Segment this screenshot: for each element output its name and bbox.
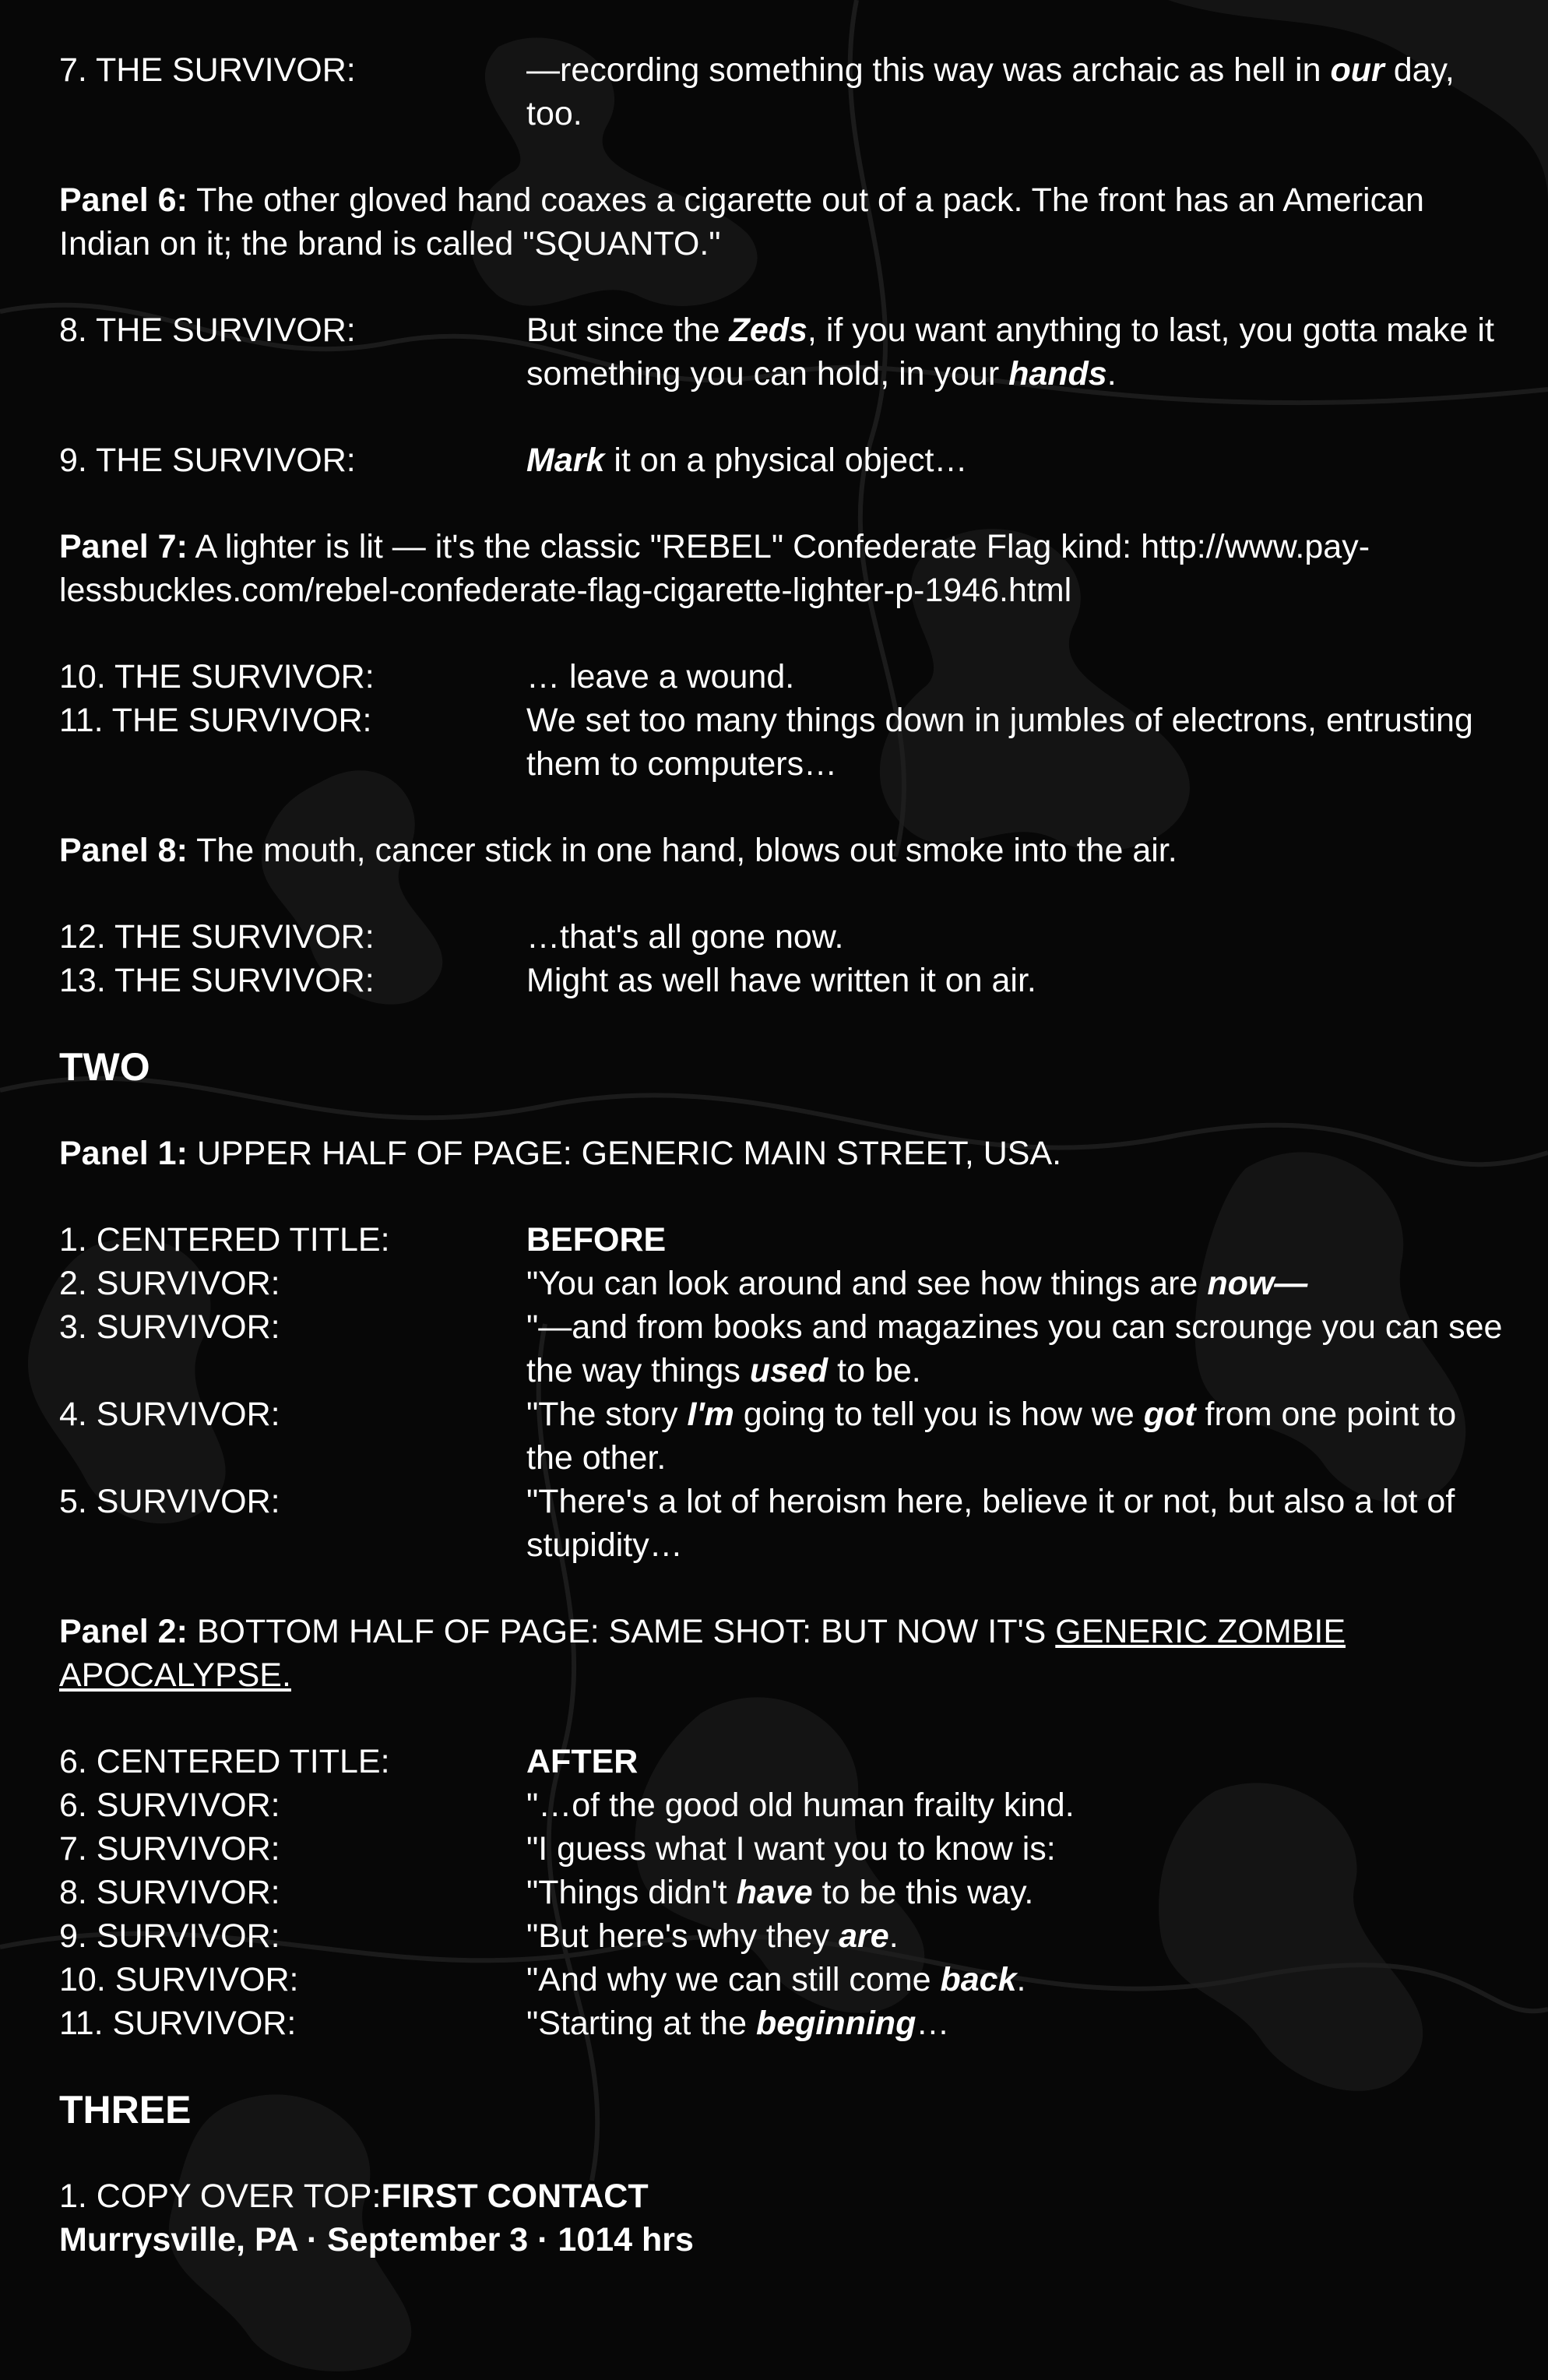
dialogue: "I guess what I want you to know is: (526, 1830, 1056, 1868)
speaker: 8. SURVIVOR: (59, 1874, 280, 1911)
dialogue: We set too many things down in jumbles of electrons, entrusting them to computers… (526, 702, 1473, 783)
panel-description (59, 829, 1508, 872)
dialogue-emphasis: have (736, 1874, 813, 1911)
dialogue-emphasis: back (940, 1961, 1017, 1998)
speaker: 4. SURVIVOR: (59, 1396, 280, 1433)
dialogue-text: "Things didn't (526, 1874, 737, 1911)
speaker: 2. SURVIVOR: (59, 1265, 280, 1302)
dialogue-emphasis: I'm (687, 1396, 734, 1433)
speaker: 7. SURVIVOR: (59, 1830, 280, 1868)
speaker: 3. SURVIVOR: (59, 1308, 280, 1346)
dialogue-emphasis: Mark (526, 442, 605, 479)
speaker: 11. THE SURVIVOR: (59, 702, 372, 739)
speaker: 12. THE SURVIVOR: (59, 918, 375, 956)
dialogue-text: But since the (526, 312, 730, 349)
dialogue (526, 1914, 1508, 1958)
dialogue-text: "—and from books and magazines you can scrounge you can see the way things (526, 1308, 1503, 1389)
dialogue-line (59, 438, 1508, 482)
dialogue-text: "The story (526, 1396, 688, 1433)
speaker: 6. SURVIVOR: (59, 1787, 280, 1824)
panel-label: Panel 8: (59, 832, 188, 869)
speaker: 1. COPY OVER TOP: (59, 2178, 382, 2215)
dialogue-text: to be. (828, 1352, 921, 1389)
dialogue: "…of the good old human frailty kind. (526, 1787, 1075, 1824)
dialogue-line (59, 1871, 1508, 1914)
dialogue-line (59, 2002, 1508, 2045)
dialogue (526, 2002, 1508, 2045)
dialogue (526, 1958, 1508, 2002)
dialogue-line (59, 1305, 1508, 1392)
dialogue-text: . (888, 1917, 899, 1955)
panel-label: Panel 1: (59, 1135, 188, 1172)
speaker: 10. THE SURVIVOR: (59, 658, 375, 695)
dialogue-line (59, 1914, 1508, 1958)
dialogue-line (59, 2174, 1508, 2218)
dialogue-line (59, 1218, 1508, 1262)
dialogue-text: it on a physical object… (604, 442, 968, 479)
panel-text: The mouth, cancer stick in one hand, blows out smoke into the air. (187, 832, 1177, 869)
page-heading: THREE (59, 2088, 192, 2132)
panel-label: Panel 6: (59, 181, 188, 219)
speaker: 13. THE SURVIVOR: (59, 962, 375, 999)
panel-description (59, 178, 1508, 266)
dialogue-emphasis: are (839, 1917, 889, 1955)
dialogue (526, 1262, 1508, 1305)
speaker: 11. SURVIVOR: (59, 2005, 297, 2042)
panel-description (59, 1610, 1508, 1697)
panel-text: UPPER HALF OF PAGE: GENERIC MAIN STREET, USA. (187, 1135, 1062, 1172)
dialogue (526, 1392, 1508, 1480)
speaker: 9. SURVIVOR: (59, 1917, 280, 1955)
copy-title: FIRST CONTACT (381, 2178, 649, 2215)
dialogue (526, 1871, 1508, 1914)
dialogue-line (59, 1827, 1508, 1871)
dialogue-text: "And why we can still come (526, 1961, 941, 1998)
dialogue-emphasis: Zeds (729, 312, 807, 349)
speaker: 8. THE SURVIVOR: (59, 312, 356, 349)
dialogue-text: "You can look around and see how things are (526, 1265, 1208, 1302)
dialogue-line (59, 1480, 1508, 1567)
dialogue-emphasis: beginning (755, 2005, 916, 2042)
dialogue-emphasis: now— (1207, 1265, 1308, 1302)
centered-title: BEFORE (526, 1221, 667, 1259)
dialogue-emphasis: used (749, 1352, 829, 1389)
dialogue (526, 308, 1508, 396)
dialogue-emphasis: our (1330, 51, 1384, 89)
page-heading: TWO (59, 1045, 150, 1089)
dialogue-text: —recording something this way was archaic as hell in (526, 51, 1331, 89)
dialogue-line (59, 1958, 1508, 2002)
panel-description (59, 525, 1508, 612)
speaker: 9. THE SURVIVOR: (59, 442, 356, 479)
speaker: 5. SURVIVOR: (59, 1483, 280, 1520)
dialogue-line (59, 699, 1508, 786)
panel-text: A lighter is lit — it's the classic "REBEL" Confederate Flag kind: http://www.pay-lessbuckles.com/rebel-confederate-flag-cigarette-lighter-p-1946.html (59, 528, 1370, 609)
dialogue: Might as well have written it on air. (526, 962, 1036, 999)
dialogue-line (59, 1392, 1508, 1480)
dialogue-line (59, 655, 1508, 699)
speaker: 1. CENTERED TITLE: (59, 1221, 390, 1259)
dialogue-text: day, too. (526, 51, 1455, 132)
dialogue-text: from one point to the other. (526, 1396, 1457, 1477)
panel-label: Panel 2: (59, 1613, 188, 1650)
centered-title: AFTER (526, 1743, 639, 1780)
dialogue: "There's a lot of heroism here, believe it or not, but also a lot of stupidity… (526, 1483, 1455, 1564)
dialogue (526, 438, 1508, 482)
dialogue-text: to be this way. (812, 1874, 1034, 1911)
panel-description (59, 1132, 1508, 1175)
dialogue-text: , if you want anything to last, you gotta make it something you can hold, in your (526, 312, 1494, 393)
dialogue-text: . (1016, 1961, 1026, 1998)
dialogue-line (59, 48, 1508, 136)
dialogue-text: "Starting at the (526, 2005, 756, 2042)
dialogue-emphasis: hands (1008, 355, 1107, 393)
dialogue-text: going to tell you is how we (734, 1396, 1144, 1433)
dialogue-text: … (916, 2005, 950, 2042)
dialogue-line (59, 915, 1508, 959)
dialogue-text: "But here's why they (526, 1917, 839, 1955)
panel-text-underlined: GENERIC ZOMBIE APOCALYPSE. (59, 1613, 1346, 1694)
dialogue-emphasis: got (1143, 1396, 1196, 1433)
dialogue: …that's all gone now. (526, 918, 844, 956)
panel-label: Panel 7: (59, 528, 188, 565)
speaker: 10. SURVIVOR: (59, 1961, 299, 1998)
dialogue (526, 1305, 1508, 1392)
speaker: 6. CENTERED TITLE: (59, 1743, 390, 1780)
dialogue: … leave a wound. (526, 658, 795, 695)
location-caption: Murrysville, PA · September 3 · 1014 hrs (59, 2221, 694, 2259)
dialogue-line (59, 1783, 1508, 1827)
dialogue-line (59, 1740, 1508, 1783)
dialogue (526, 48, 1508, 136)
speaker: 7. THE SURVIVOR: (59, 51, 356, 89)
dialogue-text: . (1106, 355, 1117, 393)
panel-text: The other gloved hand coaxes a cigarette out of a pack. The front has an American Indian on it; the brand is called "SQUANTO." (59, 181, 1424, 262)
panel-text: BOTTOM HALF OF PAGE: SAME SHOT: BUT NOW IT'S (187, 1613, 1056, 1650)
script-document (59, 48, 1508, 2262)
dialogue-line (59, 308, 1508, 396)
dialogue-line (59, 1262, 1508, 1305)
dialogue-line (59, 959, 1508, 1002)
